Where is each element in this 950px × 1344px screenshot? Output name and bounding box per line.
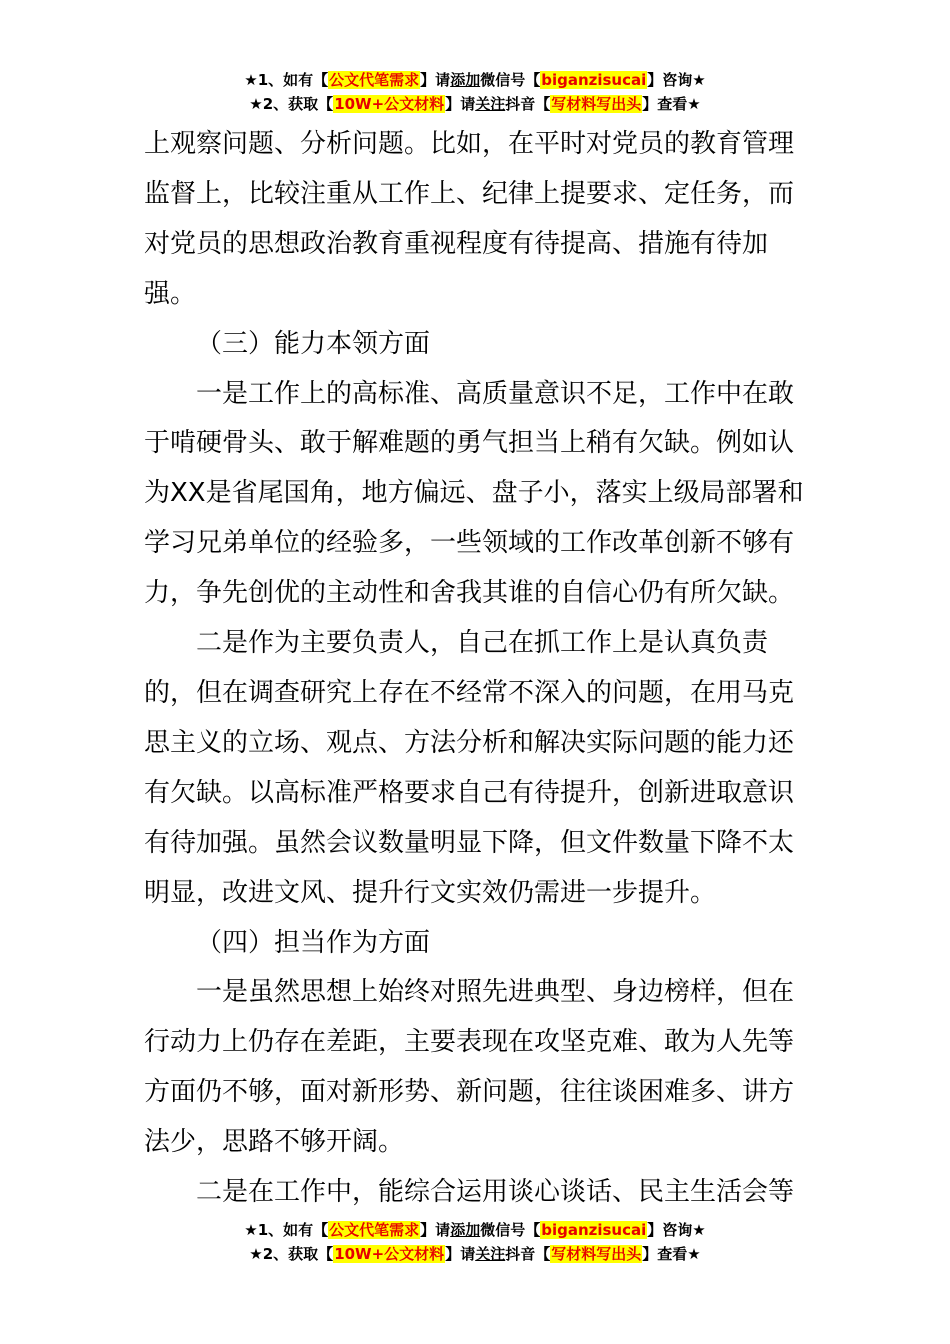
- section-heading: （四）担当作为方面: [196, 927, 431, 958]
- highlight-text: 公文代笔需求: [329, 1221, 420, 1239]
- text-line: 上观察问题、分析问题。比如，在平时对党员的教育管理: [144, 129, 795, 159]
- text-line: 方面仍不够，面对新形势、新问题，往往谈困难多、讲方: [144, 1077, 795, 1108]
- footer-banner: [0, 1218, 950, 1266]
- text-line: 二是作为主要负责人，自己在抓工作上是认真负责: [196, 628, 769, 659]
- highlight-text: 10W+公文材料: [334, 1245, 445, 1263]
- highlight-text: 10W+公文材料: [334, 95, 445, 113]
- banner-line-2: ★2、获取【10W+公文材料】请关注抖音【写材料写出头】查看★: [249, 95, 701, 113]
- highlight-text: 公文代笔需求: [329, 71, 420, 89]
- banner-line-1: ★1、如有【公文代笔需求】请添加微信号【biganzisucai】咨询★: [244, 71, 706, 89]
- wechat-id: biganzisucai: [541, 1221, 647, 1239]
- text-line: 于啃硬骨头、敢于解难题的勇气担当上稍有欠缺。例如认: [144, 428, 795, 459]
- douyin-name: 写材料写出头: [551, 1245, 642, 1263]
- text-line: 一是虽然思想上始终对照先进典型、身边榜样，但在: [196, 977, 795, 1008]
- text-line: 对党员的思想政治教育重视程度有待提高、措施有待加: [144, 228, 769, 259]
- text-line: 力，争先创优的主动性和舍我其谁的自信心仍有所欠缺。: [144, 578, 795, 609]
- text-line: 法少，思路不够开阔。: [144, 1127, 405, 1158]
- text-line: 二是在工作中，能综合运用谈心谈话、民主生活会等: [196, 1177, 795, 1208]
- text-line: 强。: [144, 278, 197, 309]
- header-banner: [0, 68, 950, 116]
- text-line: 一是工作上的高标准、高质量意识不足，工作中在敢: [196, 378, 795, 409]
- banner-line-2: ★2、获取【10W+公文材料】请关注抖音【写材料写出头】查看★: [249, 1245, 701, 1263]
- douyin-name: 写材料写出头: [551, 95, 642, 113]
- text-line: 行动力上仍存在差距，主要表现在攻坚克难、敢为人先等: [144, 1027, 795, 1058]
- text-line: 有待加强。虽然会议数量明显下降，但文件数量下降不太: [144, 827, 795, 858]
- section-heading: （三）能力本领方面: [196, 328, 431, 359]
- text-line: 的，但在调查研究上存在不经常不深入的问题，在用马克: [144, 677, 795, 708]
- banner-line-1: ★1、如有【公文代笔需求】请添加微信号【biganzisucai】咨询★: [244, 1221, 706, 1239]
- text-line: 有欠缺。以高标准严格要求自己有待提升，创新进取意识: [144, 777, 795, 808]
- text-line: 为XX是省尾国角，地方偏远、盘子小，落实上级局部署和: [144, 478, 804, 509]
- wechat-id: biganzisucai: [541, 71, 647, 89]
- text-line: 监督上，比较注重从工作上、纪律上提要求、定任务，而: [144, 178, 795, 209]
- document-body: [144, 120, 812, 1218]
- text-line: 思主义的立场、观点、方法分析和解决实际问题的能力还: [144, 727, 795, 758]
- text-line: 学习兄弟单位的经验多，一些领域的工作改革创新不够有: [144, 528, 795, 559]
- text-line: 明显，改进文风、提升行文实效仍需进一步提升。: [144, 877, 717, 908]
